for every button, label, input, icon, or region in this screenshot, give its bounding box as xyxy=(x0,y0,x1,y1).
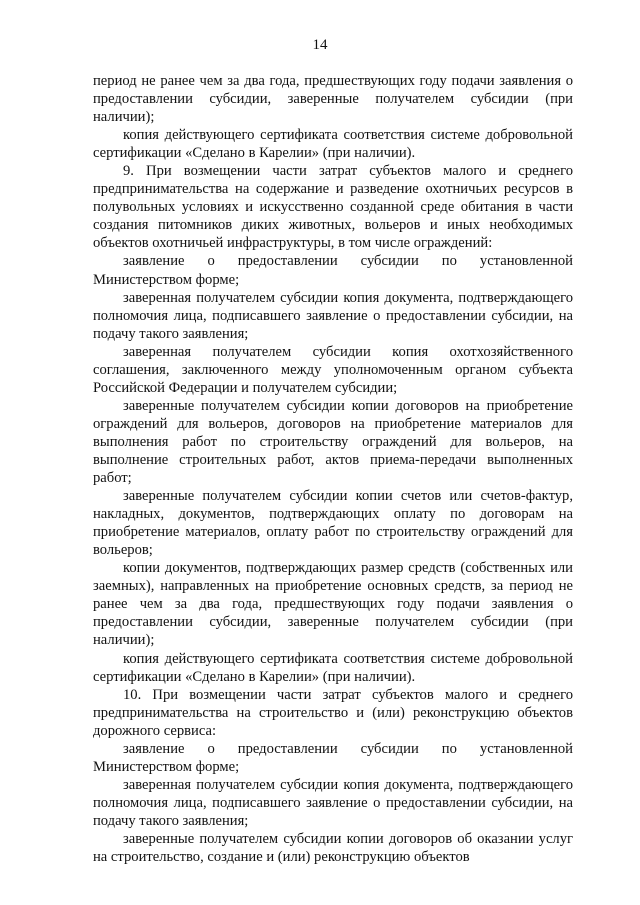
paragraph: копия действующего сертификата соответствия системе добровольной сертификации «Сделано в Карелии» (при наличии). xyxy=(93,650,573,685)
paragraph: заявление о предоставлении субсидии по установленной Министерством форме; xyxy=(93,253,573,288)
paragraph: заверенные получателем субсидии копии счетов или счетов-фактур, накладных, документов, подтверждающих оплату по договорам на приобретение материалов, оплату работ по строительству ограждений для вольеров; xyxy=(93,488,573,559)
paragraph: заверенная получателем субсидии копия документа, подтверждающего полномочия лица, подписавшего заявление о предоставлении субсидии, на подачу такого заявления; xyxy=(93,289,573,342)
paragraph: 9. При возмещении части затрат субъектов малого и среднего предпринимательства на содержание и разведение охотничьих ресурсов в полувольных условиях и искусственно созданной среде обитания в части создания питомников диких животных, вольеров и иных необходимых объектов охотничьей инфраструктуры, в том числе ограждений: xyxy=(93,163,573,252)
paragraph: 10. При возмещении части затрат субъектов малого и среднего предпринимательства на строительство и (или) реконструкцию объектов дорожного сервиса: xyxy=(93,686,573,739)
page-number: 14 xyxy=(312,37,328,53)
document-body xyxy=(93,72,573,866)
paragraph: заверенные получателем субсидии копии договоров на приобретение ограждений для вольеров, договоров на приобретение материалов для выполнения работ по строительству ограждений для вольеров, на выполнение строительных работ, актов приема-передачи выполненных работ; xyxy=(93,397,573,487)
paragraph: период не ранее чем за два года, предшествующих году подачи заявления о предоставлении субсидии, заверенные получателем субсидии (при наличии); xyxy=(93,73,573,126)
paragraph: заявление о предоставлении субсидии по установленной Министерством форме; xyxy=(93,740,573,775)
paragraph: копия действующего сертификата соответствия системе добровольной сертификации «Сделано в Карелии» (при наличии). xyxy=(93,127,573,162)
paragraph: копии документов, подтверждающих размер средств (собственных или заемных), направленных на приобретение основных средств, за период не ранее чем за два года, предшествующих году подачи заявления о предоставлении субсидии, заверенные получателем субсидии (при наличии); xyxy=(93,560,573,649)
paragraph: заверенная получателем субсидии копия охотхозяйственного соглашения, заключенного между уполномоченным органом субъекта Российской Федерации и получателем субсидии; xyxy=(93,343,573,396)
paragraph: заверенная получателем субсидии копия документа, подтверждающего полномочия лица, подписавшего заявление о предоставлении субсидии, на подачу такого заявления; xyxy=(93,776,573,829)
paragraph: заверенные получателем субсидии копии договоров об оказании услуг на строительство, создание и (или) реконструкцию объектов xyxy=(93,830,573,866)
